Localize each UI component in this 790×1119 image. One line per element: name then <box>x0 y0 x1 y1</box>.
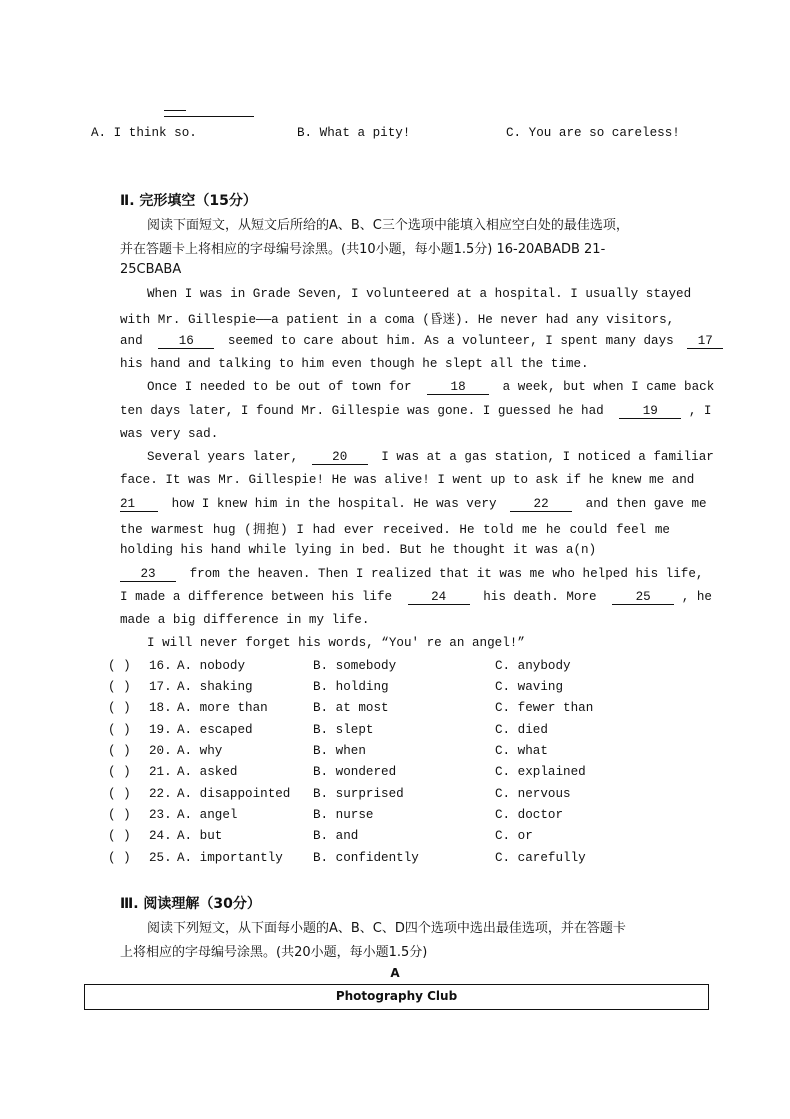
passage-text: a week, but when I came back <box>502 380 715 394</box>
section3-heading: Ⅲ. 阅读理解（30分） <box>120 896 261 912</box>
top-option-c: C. You are so careless! <box>506 126 680 140</box>
passage-text: , he <box>681 590 712 604</box>
question-number: 22. <box>149 787 172 801</box>
passage-line: his hand and talking to him even though he slept all the time. <box>120 357 589 371</box>
question-number: 21. <box>149 765 172 779</box>
passage-line-24 <box>120 590 712 605</box>
blank-20: 20 <box>312 451 368 465</box>
passage-text: and <box>120 334 143 348</box>
passage-line-19 <box>120 404 712 419</box>
blank-22: 22 <box>510 498 572 512</box>
option-b: B. wondered <box>313 765 397 779</box>
option-a: A. angel <box>177 808 238 822</box>
option-b: B. when <box>313 744 366 758</box>
option-a: A. nobody <box>177 659 246 673</box>
blank-23: 23 <box>120 568 176 582</box>
blank-17: 17 <box>687 335 723 349</box>
blank-16: 16 <box>158 335 214 349</box>
passage-line-18 <box>147 380 714 395</box>
question-row <box>0 701 790 721</box>
answer-paren[interactable]: ( ) <box>108 765 131 779</box>
passage-line: with Mr. Gillespie——a patient in a coma (昏迷). He never had any visitors, <box>120 313 675 327</box>
option-c: C. what <box>495 744 548 758</box>
option-a: A. shaking <box>177 680 253 694</box>
passage-line-21 <box>120 497 707 512</box>
passage-line: was very sad. <box>120 427 219 441</box>
section2-heading: Ⅱ. 完形填空（15分） <box>120 193 257 209</box>
option-a: A. asked <box>177 765 238 779</box>
question-row <box>0 765 790 785</box>
section3-instruction-2: 上将相应的字母编号涂黑。(共20小题，每小题1.5分) <box>120 945 428 960</box>
option-a: A. more than <box>177 701 268 715</box>
option-a: A. but <box>177 829 223 843</box>
answer-paren[interactable]: ( ) <box>108 829 131 843</box>
passage-text: I made a difference between his life <box>120 590 393 604</box>
passage-text: seemed to care about him. As a volunteer, I spent many days <box>227 334 674 348</box>
option-c: C. fewer than <box>495 701 594 715</box>
club-title: Photography Club <box>335 989 458 1003</box>
option-b: B. and <box>313 829 359 843</box>
option-b: B. holding <box>313 680 389 694</box>
option-c: C. died <box>495 723 548 737</box>
question-number: 24. <box>149 829 172 843</box>
question-number: 18. <box>149 701 172 715</box>
section2-instruction-1: 阅读下面短文，从短文后所给的A、B、C三个选项中能填入相应空白处的最佳选项， <box>147 218 629 233</box>
question-row <box>0 723 790 743</box>
blank-21: 21 <box>120 498 158 512</box>
question-row <box>0 829 790 849</box>
part-label: A <box>390 966 400 980</box>
question-row <box>0 680 790 700</box>
top-option-a: A. I think so. <box>91 126 197 140</box>
passage-line: face. It was Mr. Gillespie! He was alive! I went up to ask if he knew me and <box>120 473 695 487</box>
option-a: A. why <box>177 744 223 758</box>
passage-text: , I <box>688 404 712 418</box>
answer-paren[interactable]: ( ) <box>108 808 131 822</box>
passage-text: and then gave me <box>585 497 707 511</box>
option-c: C. or <box>495 829 533 843</box>
option-a: A. disappointed <box>177 787 291 801</box>
answer-paren[interactable]: ( ) <box>108 744 131 758</box>
passage-line: made a big difference in my life. <box>120 613 370 627</box>
option-b: B. at most <box>313 701 389 715</box>
passage-text: Several years later, <box>147 450 299 464</box>
passage-text: I was at a gas station, I noticed a familiar <box>381 450 714 464</box>
blank-18: 18 <box>427 381 489 395</box>
passage-text: from the heaven. Then I realized that it was me who helped his life, <box>189 567 704 581</box>
option-b: B. somebody <box>313 659 397 673</box>
question-number: 16. <box>149 659 172 673</box>
passage-text: his death. More <box>483 590 597 604</box>
option-c: C. explained <box>495 765 586 779</box>
blank-19: 19 <box>619 405 681 419</box>
option-c: C. doctor <box>495 808 564 822</box>
question-row <box>0 808 790 828</box>
passage-line: holding his hand while lying in bed. But he thought it was a(n) <box>120 543 597 557</box>
passage-line: I will never forget his words, “You' re an angel!” <box>147 636 525 650</box>
option-c: C. waving <box>495 680 564 694</box>
passage-text: ten days later, I found Mr. Gillespie was gone. I guessed he had <box>120 404 604 418</box>
question-row <box>0 659 790 679</box>
answer-paren[interactable]: ( ) <box>108 723 131 737</box>
passage-line: the warmest hug (拥抱) I had ever received. He told me he could feel me <box>120 523 670 537</box>
answer-paren[interactable]: ( ) <box>108 851 131 865</box>
option-b: B. slept <box>313 723 374 737</box>
question-row <box>0 851 790 871</box>
question-number: 17. <box>149 680 172 694</box>
passage-line-20 <box>147 450 714 465</box>
question-row <box>0 744 790 764</box>
blank-24: 24 <box>408 591 470 605</box>
question-row <box>0 787 790 807</box>
section2-instruction-3: 25CBABA <box>120 262 182 277</box>
section3-instruction-1: 阅读下列短文，从下面每小题的A、B、C、D四个选项中选出最佳选项，并在答题卡 <box>147 921 626 936</box>
option-a: A. escaped <box>177 723 253 737</box>
question-number: 23. <box>149 808 172 822</box>
passage-line: When I was in Grade Seven, I volunteered at a hospital. I usually stayed <box>147 287 692 301</box>
option-c: C. carefully <box>495 851 586 865</box>
passage-text: Once I needed to be out of town for <box>147 380 412 394</box>
question-number: 25. <box>149 851 172 865</box>
option-b: B. nurse <box>313 808 374 822</box>
answer-paren[interactable]: ( ) <box>108 701 131 715</box>
question-number: 20. <box>149 744 172 758</box>
blank-25: 25 <box>612 591 674 605</box>
top-option-b: B. What a pity! <box>297 126 411 140</box>
passage-line-23 <box>120 567 703 582</box>
question-number: 19. <box>149 723 172 737</box>
passage-line-16 <box>120 334 723 349</box>
option-b: B. confidently <box>313 851 419 865</box>
option-c: C. nervous <box>495 787 571 801</box>
option-a: A. importantly <box>177 851 283 865</box>
option-b: B. surprised <box>313 787 404 801</box>
answer-paren[interactable]: ( ) <box>108 787 131 801</box>
section2-instruction-2: 并在答题卡上将相应的字母编号涂黑。(共10小题，每小题1.5分) 16-20ABADB 21- <box>120 242 606 257</box>
answer-paren[interactable]: ( ) <box>108 659 131 673</box>
answer-paren[interactable]: ( ) <box>108 680 131 694</box>
option-c: C. anybody <box>495 659 571 673</box>
photography-club-box <box>84 984 709 1010</box>
passage-text: how I knew him in the hospital. He was very <box>171 497 497 511</box>
